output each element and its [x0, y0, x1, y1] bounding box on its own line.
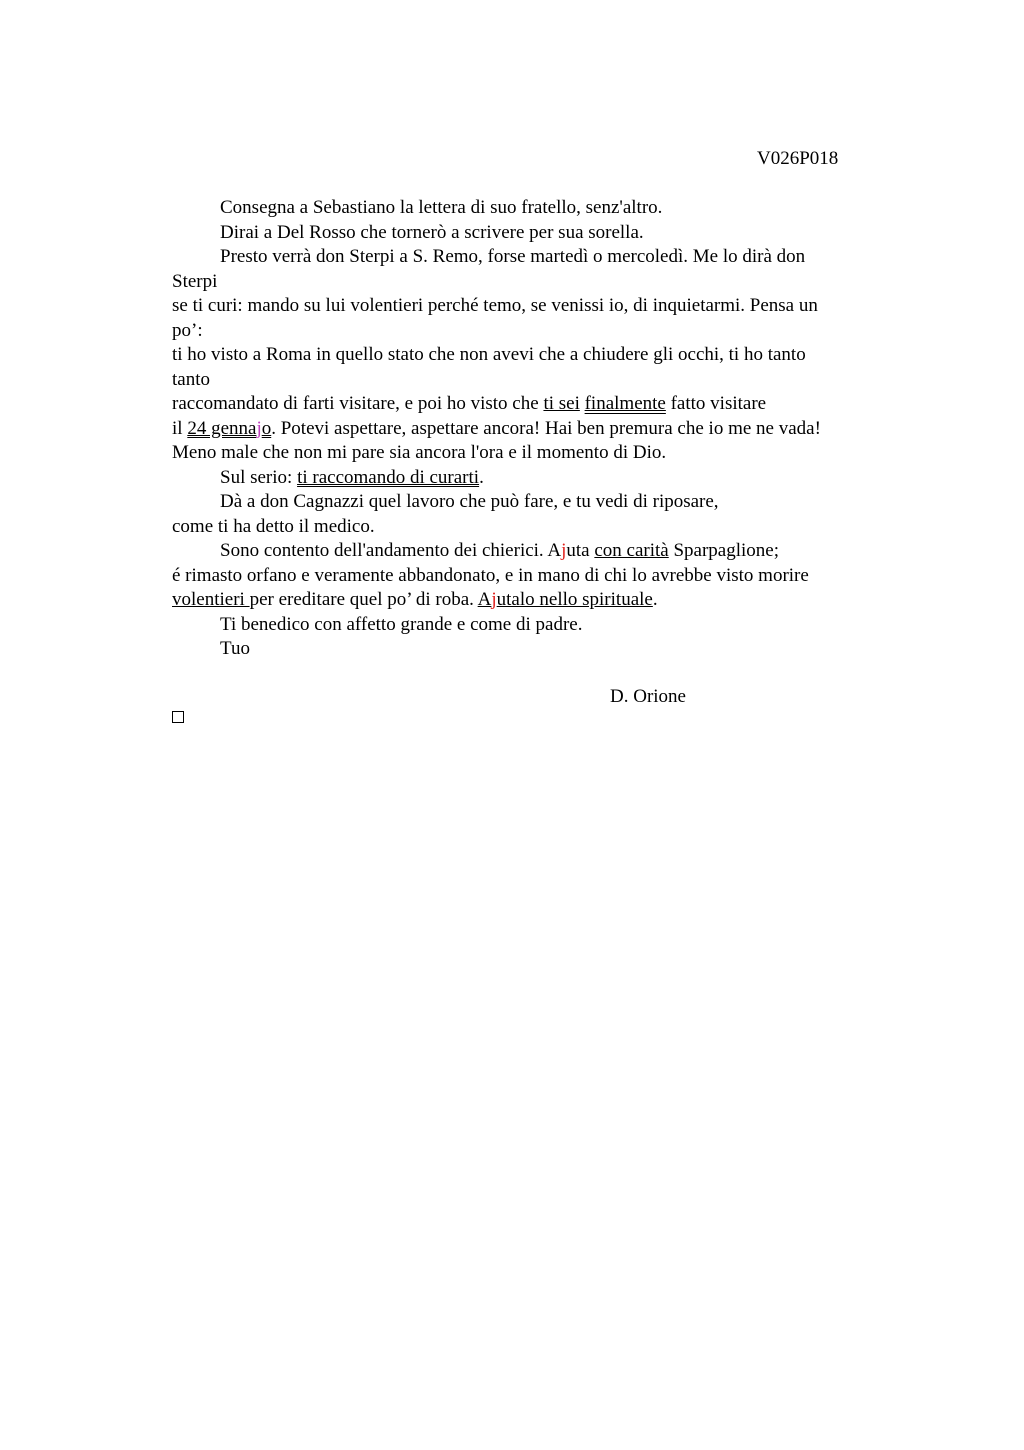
paragraph-line: Presto verrà don Sterpi a S. Remo, forse martedì o mercoledì. Me lo dirà don [220, 246, 806, 267]
paragraph-line: se ti curi: mando su lui volentieri perché temo, se venissi io, di inquietarmi. Pensa un [172, 295, 818, 316]
paragraph-line: Sterpi [172, 270, 218, 292]
letter-body [172, 196, 892, 662]
text-run: A [477, 589, 492, 610]
paragraph-line: tanto [172, 368, 210, 390]
paragraph-line [172, 392, 892, 417]
text-run: 24 genna [187, 417, 257, 439]
underlined-text [478, 589, 653, 610]
paragraph-line: Ti benedico con affetto grande e come di padre. [220, 613, 583, 635]
text-run: uta [566, 540, 595, 561]
paragraph-line: Dirai a Del Rosso che tornerò a scrivere per sua sorella. [220, 221, 644, 243]
end-mark-box-icon [172, 711, 184, 723]
text-run: o [261, 417, 272, 439]
text-run: . [479, 466, 484, 488]
paragraph-line: Consegna a Sebastiano la lettera di suo fratello, senz'altro. [220, 197, 663, 218]
paragraph-line [172, 539, 892, 564]
paragraph-line: po’: [172, 319, 203, 341]
text-run: . [652, 589, 658, 610]
page-id: V026P018 [757, 148, 839, 169]
underlined-text: con carità [594, 540, 669, 561]
paragraph-line: Dà a don Cagnazzi quel lavoro che può fare, e tu vedi di riposare, [220, 491, 719, 512]
paragraph-line [172, 466, 892, 491]
signature: D. Orione [610, 686, 686, 707]
paragraph-line [172, 588, 892, 613]
paragraph-line: ti ho visto a Roma in quello stato che non avevi che a chiudere gli occhi, ti ho tanto [172, 344, 806, 365]
closing-word: Tuo [220, 638, 250, 659]
underlined-text: ti sei [543, 393, 580, 414]
text-run: fatto visitare [665, 393, 767, 414]
double-underlined-text: finalmente [584, 393, 666, 414]
text-run: Sono contento dell'andamento dei chierici. A [220, 540, 562, 561]
text-run: Sparpaglione; [668, 540, 780, 561]
highlighted-letter: j [256, 417, 262, 439]
paragraph-line: Meno male che non mi pare sia ancora l'ora e il momento di Dio. [172, 442, 667, 463]
text-run: utalo nello spirituale [496, 589, 653, 610]
text-run: il [172, 417, 188, 439]
double-underlined-text: ti raccomando di curarti [297, 466, 480, 488]
text-run: Sul serio: [220, 466, 298, 488]
highlighted-letter: j [491, 589, 497, 610]
text-run: per ereditare quel po’ di roba. [249, 589, 478, 610]
highlighted-letter: j [561, 540, 567, 561]
underlined-text: volentieri [172, 589, 250, 610]
text-run: . Potevi aspettare, aspettare ancora! Hai ben premura che io me ne vada! [271, 417, 821, 439]
double-underlined-text [187, 418, 271, 439]
text-run: raccomandato di farti visitare, e poi ho visto che [172, 393, 544, 414]
paragraph-line [172, 417, 892, 442]
paragraph-line: come ti ha detto il medico. [172, 515, 375, 537]
paragraph-line: é rimasto orfano e veramente abbandonato, e in mano di chi lo avrebbe visto morire [172, 564, 809, 586]
